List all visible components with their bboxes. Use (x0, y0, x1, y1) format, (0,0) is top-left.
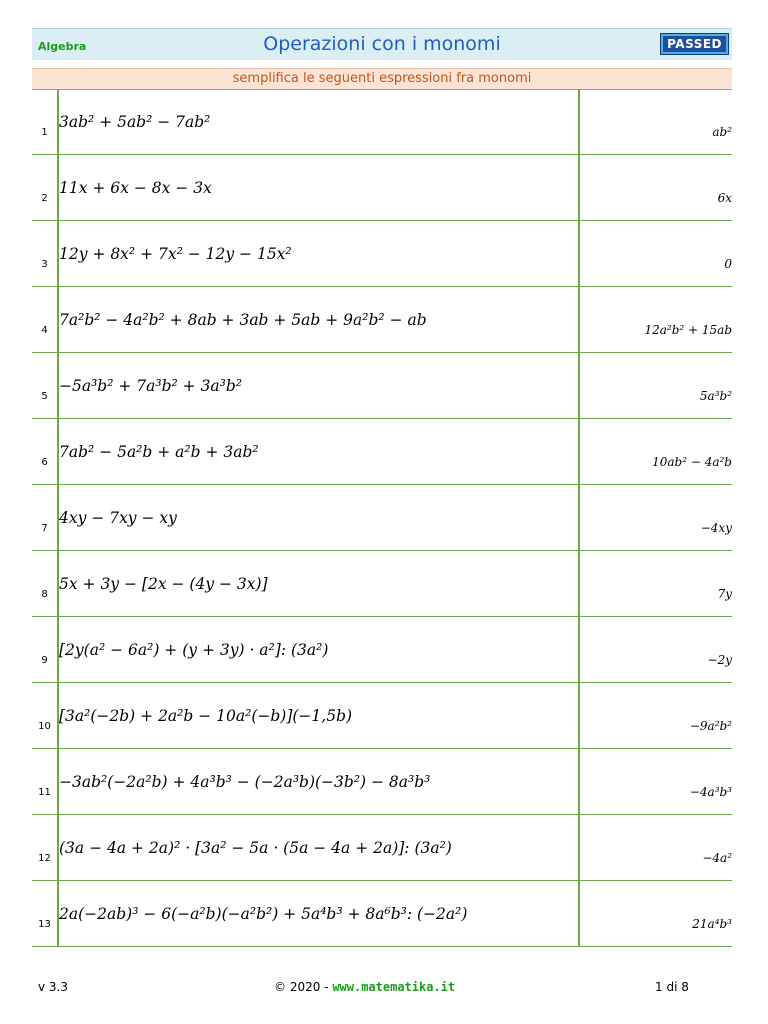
version-label (38, 980, 68, 994)
exercise-number-text: 10 (38, 721, 51, 732)
exercise-number-text: 4 (41, 325, 48, 336)
exercise-expression: 2a(−2ab)³ − 6(−a²b)(−a²b²) + 5a⁴b³ + 8a⁶b³: (−2a²) (58, 881, 579, 947)
exercise-answer-text: 6x (717, 190, 732, 205)
exercise-expression: [2y(a² − 6a²) + (y + 3y) · a²]: (3a²) (58, 617, 579, 683)
exercise-answer (579, 155, 732, 221)
exercise-number-text: 8 (41, 589, 48, 600)
site-link[interactable]: www.matematika.it (332, 980, 456, 994)
exercise-number (32, 353, 58, 419)
exercise-row (32, 155, 732, 221)
exercise-expression: 7ab² − 5a²b + a²b + 3ab² (58, 419, 579, 485)
exercise-number (32, 287, 58, 353)
exercise-number (32, 89, 58, 155)
page-number-text: 1 di 8 (655, 980, 689, 994)
exercise-answer-text: 0 (724, 256, 732, 271)
exercise-answer-text: −4a³b³ (689, 784, 732, 799)
exercise-answer (579, 89, 732, 155)
exercise-number-text: 7 (41, 523, 48, 534)
exercise-number-text: 6 (41, 457, 48, 468)
exercise-row (32, 419, 732, 485)
exercise-row (32, 617, 732, 683)
exercise-row (32, 683, 732, 749)
exercise-expression: 7a²b² − 4a²b² + 8ab + 3ab + 5ab + 9a²b² − ab (58, 287, 579, 353)
exercise-number-text: 1 (41, 127, 48, 138)
exercise-row (32, 287, 732, 353)
exercise-number (32, 881, 58, 947)
exercise-number-text: 12 (38, 853, 51, 864)
instructions: semplifica le seguenti espressioni fra monomi (32, 68, 732, 90)
exercise-row (32, 881, 732, 947)
exercise-answer-text: ab² (712, 124, 732, 139)
exercise-answer (579, 617, 732, 683)
exercise-number (32, 221, 58, 287)
exercise-number-text: 3 (41, 259, 48, 270)
exercise-expression: 5x + 3y − [2x − (4y − 3x)] (58, 551, 579, 617)
exercise-row (32, 221, 732, 287)
exercise-number (32, 683, 58, 749)
exercise-row (32, 353, 732, 419)
exercise-answer (579, 485, 732, 551)
exercise-table (32, 89, 732, 947)
exercise-answer (579, 419, 732, 485)
exercise-answer-text: 5a³b² (699, 388, 732, 403)
exercise-answer-text: 21a⁴b³ (692, 916, 732, 931)
exercise-number (32, 617, 58, 683)
exercise-number (32, 419, 58, 485)
exercise-number-text: 2 (41, 193, 48, 204)
exercise-answer (579, 683, 732, 749)
exercise-answer-text: −2y (707, 652, 732, 667)
exercise-expression: [3a²(−2b) + 2a²b − 10a²(−b)](−1,5b) (58, 683, 579, 749)
exercise-number (32, 155, 58, 221)
exercise-expression: 4xy − 7xy − xy (58, 485, 579, 551)
exercise-answer-text: 7y (717, 586, 732, 601)
page-number (655, 980, 689, 994)
exercise-answer-text: −4a² (702, 850, 732, 865)
exercise-expression: −5a³b² + 7a³b² + 3a³b² (58, 353, 579, 419)
copyright-line (274, 980, 455, 994)
exercise-answer-text: 12a²b² + 15ab (644, 322, 732, 337)
subject-label: Algebra (38, 40, 87, 53)
exercise-expression: 3ab² + 5ab² − 7ab² (58, 89, 579, 155)
exercise-expression: 11x + 6x − 8x − 3x (58, 155, 579, 221)
page-title: Operazioni con i monomi (263, 33, 501, 55)
exercise-answer-text: 10ab² − 4a²b (652, 454, 732, 469)
copyright-text: © 2020 - (274, 980, 333, 994)
exercise-number-text: 9 (41, 655, 48, 666)
page-header (32, 28, 732, 60)
exercise-answer (579, 551, 732, 617)
exercise-row (32, 551, 732, 617)
exercise-number-text: 5 (41, 391, 48, 402)
exercise-expression: (3a − 4a + 2a)² · [3a² − 5a · (5a − 4a + 2a)]: (3a²) (58, 815, 579, 881)
exercise-answer (579, 881, 732, 947)
exercise-answer (579, 287, 732, 353)
exercise-number (32, 815, 58, 881)
exercise-expression: 12y + 8x² + 7x² − 12y − 15x² (58, 221, 579, 287)
exercise-answer (579, 353, 732, 419)
exercise-row (32, 815, 732, 881)
exercise-row (32, 485, 732, 551)
exercise-row (32, 89, 732, 155)
exercise-number-text: 13 (38, 919, 51, 930)
exercise-expression: −3ab²(−2a²b) + 4a³b³ − (−2a³b)(−3b²) − 8a³b³ (58, 749, 579, 815)
exercise-answer (579, 749, 732, 815)
passed-badge: PASSED (661, 34, 728, 54)
exercise-answer (579, 221, 732, 287)
exercise-number (32, 485, 58, 551)
exercise-answer-text: −4xy (700, 520, 732, 535)
exercise-answer-text: −9a²b² (689, 718, 732, 733)
exercise-number-text: 11 (38, 787, 51, 798)
exercise-number (32, 749, 58, 815)
exercise-number (32, 551, 58, 617)
exercise-answer (579, 815, 732, 881)
exercise-row (32, 749, 732, 815)
version-text: v 3.3 (38, 980, 68, 994)
